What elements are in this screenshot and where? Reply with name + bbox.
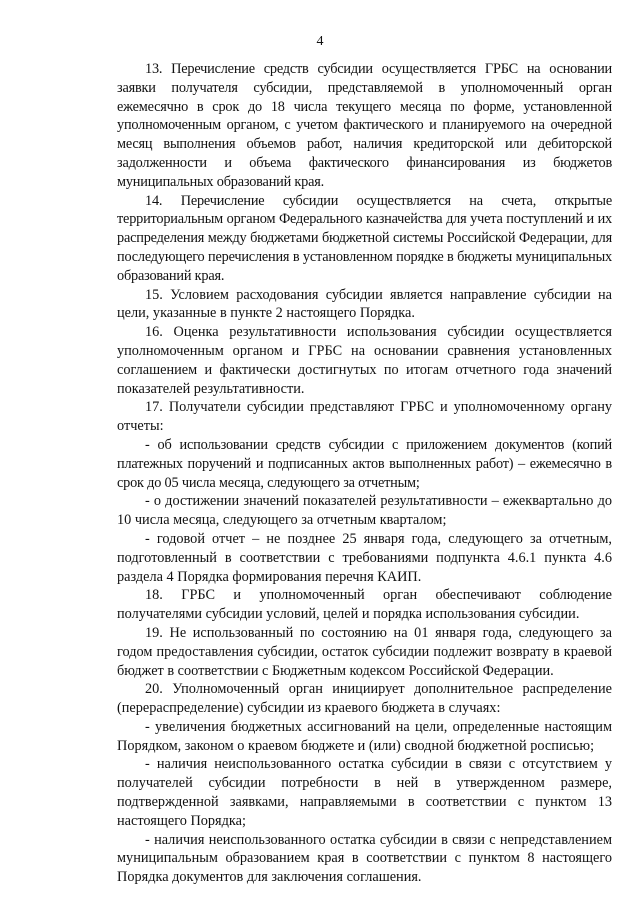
list-item-budget-increase: - увеличения бюджетных ассигнований на цели, определенные настоящим Порядком, законом о краевом бюджете и (или) сводной бюджетной росписью; bbox=[117, 718, 612, 754]
list-item-unused-balance: - наличия неиспользованного остатка субсидии в связи с отсутствием у получателей субсидии потребности в ней в утвержденном размере, подтвержденной заявками, направляемыми в соответствии с пунктом 13 настоящего Порядка; bbox=[117, 756, 612, 829]
paragraph-17: 17. Получатели субсидии представляют ГРБС и уполномоченному органу отчеты: bbox=[117, 399, 612, 435]
paragraph-16: 16. Оценка результативности использования субсидии осуществляется уполномоченным органом и ГРБС на основании сравнения установленных соглашением и фактически достигнутых по итогам отчетного года значений показателей результативности. bbox=[117, 324, 612, 397]
paragraph-19: 19. Не использованный по состоянию на 01 января года, следующего за годом предоставления субсидии, остаток субсидии подлежит возврату в краевой бюджет в соответствии с Бюджетным кодексом Российской Федерации. bbox=[117, 624, 612, 679]
list-item-documents-not-submitted: - наличия неиспользованного остатка субсидии в связи с непредставлением муниципальным образованием края в соответствии с пунктом 8 настоящего Порядка документов для заключения соглашения. bbox=[117, 831, 612, 886]
list-item-usage-report: - об использовании средств субсидии с приложением документов (копий платежных поручений и подписанных актов выполненных работ) – ежемесячно в срок до 05 числа месяца, следующего за отчетным; bbox=[117, 436, 612, 491]
paragraph-13: 13. Перечисление средств субсидии осуществляется ГРБС на основании заявки получателя субсидии, представляемой в уполномоченный орган ежемесячно в срок до 18 числа текущего месяца по форме, установленной уполномоченным органом, с учетом фактического и планируемого на очередной месяц выполнения объемов работ, наличия кредиторской или дебиторской задолженности и объема фактического финансирования из бюджетов муниципальных образований края. bbox=[117, 61, 612, 190]
paragraph-15: 15. Условием расходования субсидии является направление субсидии на цели, указанные в пункте 2 настоящего Порядка. bbox=[117, 286, 612, 322]
paragraph-14: 14. Перечисление субсидии осуществляется на счета, открытые территориальным органом Федерального казначейства для учета поступлений и их распределения между бюджетами бюджетной системы Российской Федерации, для последующего перечисления в установленном порядке в бюджеты муниципальных образований края. bbox=[117, 192, 612, 284]
page-number: 4 bbox=[316, 34, 324, 49]
list-item-results-report: - о достижении значений показателей результативности – ежеквартально до 10 числа месяца, следующего за отчетным кварталом; bbox=[117, 493, 612, 529]
document-body bbox=[117, 60, 612, 887]
list-item-annual-report: - годовой отчет – не позднее 25 января года, следующего за отчетным, подготовленный в соответствии с требованиями подпункта 4.6.1 пункта 4.6 раздела 4 Порядка формирования перечня КАИП. bbox=[117, 530, 612, 585]
paragraph-20: 20. Уполномоченный орган инициирует дополнительное распределение (перераспределение) субсидии из краевого бюджета в случаях: bbox=[117, 681, 612, 717]
paragraph-18: 18. ГРБС и уполномоченный орган обеспечивают соблюдение получателями субсидии условий, целей и порядка использования субсидии. bbox=[117, 587, 612, 623]
